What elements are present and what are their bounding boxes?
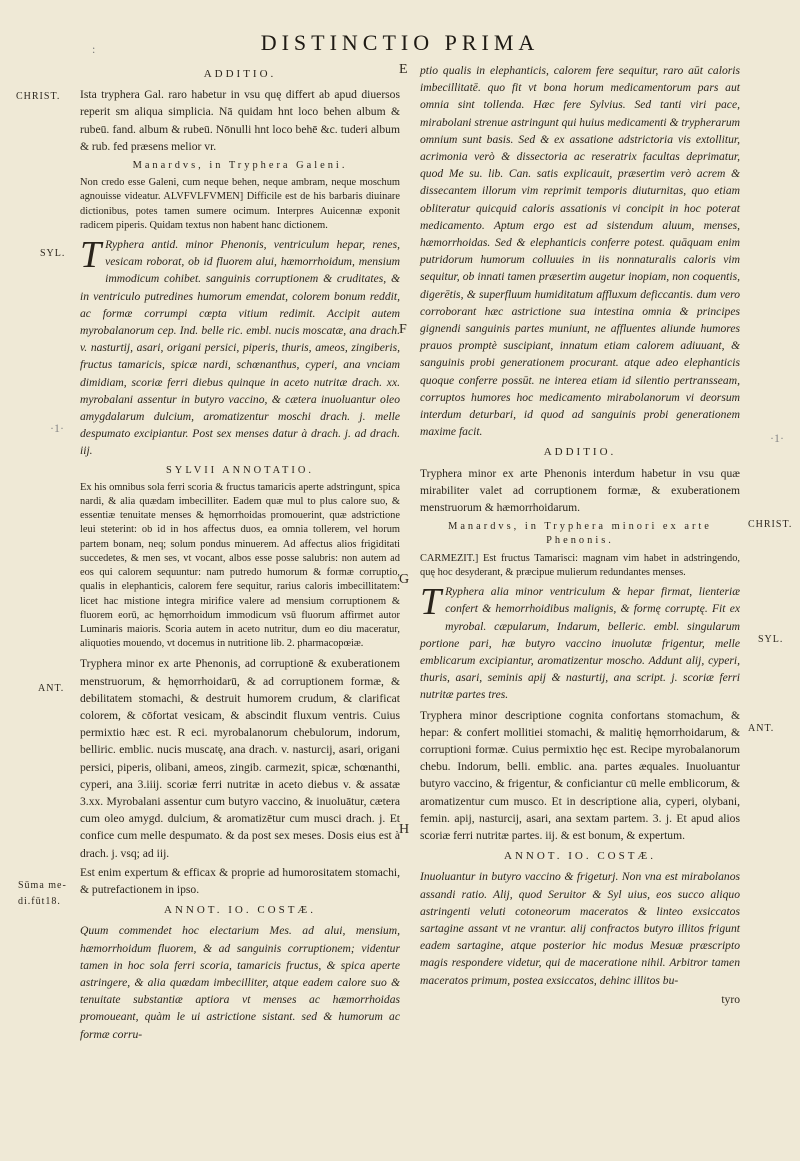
additio-heading-right: ADDITIO.	[543, 446, 617, 459]
tryphera-paragraph	[80, 236, 400, 460]
gutter-letter-g: G	[399, 572, 410, 587]
margin-note-christ: CHRIST.	[16, 91, 61, 102]
page-marker: :	[92, 42, 96, 56]
margin-ornament-left: ·1·	[50, 421, 64, 435]
summa-paragraph: Est enim expertum & efficax & proprie ad humorositatem stomachi, & putrefactionem in ipso.	[80, 865, 400, 896]
costae-heading-right: ANNOT. IO. COSTÆ.	[504, 850, 656, 863]
tryphera-text: Ryphera antid. minor Phenonis, ventriculum hepar, renes, vesicam roborat, ob id fluorem alui, hæmorrhoidum, mensium immodicum cohibet. sanguinis corruptionem & cruditates, & in ventriculo putredines humorum emendat, colorem bonum reddit, ac formæ corrumpi cœpta vitium redimit. Accipit autem myrobalanorum cep. Ind. belle ric. embl. nucis moscatæ, ana drach. v. nasturtij, asari, origani persici, piperis, thuris, ameos, zingiberis, fructus tamaricis, spicæ nardi, schœnanthus, cyperi, ana vnciam dimidiam, scoriæ ferri diebus quinque in aceto nutritæ drach. xx. myrobalani assentur in butyro vaccino, & cætera inuoluantur oleo amygdalarum dulcium, aromatizentur moschi drach. j. melle despumato excipiantur. Post sex menses datur à drach. j. ad drach. iij.	[80, 238, 400, 458]
margin-note-syl-right: SYL.	[758, 634, 784, 645]
costae-heading: ANNOT. IO. COSTÆ.	[164, 904, 316, 917]
drop-initial: T	[80, 234, 102, 277]
ant-paragraph-right: Tryphera minor descriptione cognita confortans stomachum, & hepar: & confert mollitiei stomachi, & malitię hęmorrhoidarum, & corruptioni formæ. Cuius permixtio hęc est. Recipe myrobalanorum chebu. Indorum, belli. emblic. ana. partes æquales. Inuoluantur butyro vaccino, & frigentur, & conficiantur cū melle emblicorum, & aromatizentur cum musco. Et in descriptione alia, cyperi, olybani, femin. apij, nasturcij, asari, ana sextam partem. 3. j. Et apud alios scoriæ ferri nutritæ partes. iij. & est bonum, & expertum.	[420, 708, 740, 842]
running-head: DISTINCTIO PRIMA	[260, 30, 540, 55]
margin-note-summa-1: Sūma me-	[18, 880, 67, 891]
sylvius-paragraph: Ex his omnibus sola ferri scoria & fructus tamaricis aperte adstringunt, spica nardi, & alia quædam imbecilliter. Eadem quæ mul to plus calore suo, & essentiæ tenuitate menses & hęmorrhoidas promouerint, quæ adstrictione leui steterint: ob id in hos affectus duos, ea omnia tollerem, vel horum partem bonam, neq; solum pondus minuerem. Ad affectus alios frigiditati succedetes, & men ses, vt vocant, albos esse posse salubris: non autem ad eos qui calorem sequuntur: nam putredo humorum & formæ corruptio, qualis in elephanticis, calorem fere sequitur, rarius caloris imbecillitatem: licet hac mistione integra mirifice valere ad mensium corruptionem & fluorem eorū, ac hęmorrhoidum immodicum vsū fluorum affirmet autor Luminaris maioris. Scoria autem in aceto nutritur, dum eo diu maceratur, aliquoties mouendo, vt docemus in nutritione lib. 2. pharmacopœiæ.	[80, 481, 400, 650]
margin-note-ant-right: ANT.	[748, 723, 775, 734]
continuation-paragraph: ptio qualis in elephanticis, calorem fere sequitur, raro aūt caloris imbecillitatē. quo fit vt bona horum medicamentorum pars aut omnia sint tollenda. Hæc fere Sylvius. Sed tanti viri pace, mirabolani strenue astringunt qui huius medicamenti & trypherarum omnium sunt basis. Sed & ex assatione adstrictoria vis extollitur, acrimonia verò & dissectoria ac reseratrix facultas deprimatur, quod Me su. lib. Can. satis explicauit, præsertim verò acrem & dissecantem illorum vim reprimit temporis diuturnitas, quo etiam obliteratur quicquid caloris assationis vi concipit in hoc poterat medicamento. Aptum ergo est ad sistendum aluum, menses, hæmorrhoidas. Sed & elephanticis conferre potest. quāquam enim putridorum humorum colluuies in iis nonnaturalis caloris vim sequitur, ob innati tamen præsertim augetur inopiam, non coquentis, digerētis, & superfluum humiditatum affluxum deficcantis. dum vero corroborant hæc astrictione sua intestina omnia & principes gignendi sanguinis partes muniunt, ne affluentes aliunde humores prauos promptè suscipiant, innatum etiam calorem adiuuant, & sanguinis probi generationem procurant. atque adeo elephanticis quoque conferre possūt. ne interea etiam id silentio pertransseam, corruptos humores hoc medicamento mirabolanorum vi deorsum interdum deturbari, id quod ad sanguinis probi generationem maxime facit.	[420, 64, 740, 439]
catchword: tyro	[721, 992, 740, 1006]
ant-paragraph: Tryphera minor ex arte Phenonis, ad corruptionē & exuberationem menstruorum, & hęmorrhoidarū, & ad corruptionem formæ, & debilitatem stomachi, & destruit humorem crudum, & clarificat colorem, & cōfortat vesicam, & abscindit fluxum ventris. Cuius permixtio hæc est. R eci. myrobalanorum chebulorum, indorum, belliric. emblic. nucis muscatę, ana drach. v. nasturcij, asari, origani persici, piperis, olibani, ameos, zingib. carmezit, spicæ, schœnanthi, cyperi, ana 3.iiij. scoriæ ferri nutritæ in aceto diebus v. & assatæ 3.xx. Myrobalani assentur cum butyro vaccino, & inuoluātur, cætera cum oleo amygd. dulcium, & aromatizētur cum musci drach. j. Et confice cum melle despumato. & da post sex meses. Dosis eius est à drach. j. vsq; ad iij.	[80, 657, 400, 860]
manardus-paragraph: Non credo esse Galeni, cum neque behen, neque ambram, neque moschum agnouisse videatur. ALVFVLFVMEN] Difficile est de his barbaris diuinare dictionibus, potes tamen sumere ocimum. Interpres Auicennæ exponit radicem piperis. Quidam textus non habent hanc dictionem.	[80, 177, 400, 231]
sylvius-heading: SYLVII ANNOTATIO.	[166, 464, 314, 476]
costae-paragraph: Quum commendet hoc electarium Mes. ad alui, mensium, hæmorrhoidum fluorem, & ad sanguinis corruptionem; videntur tamen in hoc sola ferri scoria, tamaricis fructus, & spica aperte astringere, & alia quædam imbecilliter, atque eadem calore suo & tenuitate substantiæ aptiora vt menses ac hæmorrhoidas promoueant, quàm le ui astrictione sistant. sed & humorum ac formæ corru-	[80, 924, 400, 1041]
gutter-letter-h: H	[399, 822, 410, 837]
additio-heading: ADDITIO.	[203, 68, 277, 80]
margin-note-syl: SYL.	[40, 248, 66, 259]
manardus-paragraph-right: CARMEZIT.] Est fructus Tamarisci: magnam vim habet in adstringendo, quę hoc desyderant, & præcipue mulierum redundantes menses.	[420, 552, 740, 578]
drop-initial-right: T	[420, 581, 442, 624]
margin-note-ant: ANT.	[38, 683, 65, 694]
margin-ornament-right: ·1·	[770, 431, 784, 445]
manardus-heading: Manardvs, in Tryphera Galeni.	[132, 160, 348, 172]
margin-note-christ-right: CHRIST.	[748, 519, 793, 530]
gutter-letter-e: E	[399, 62, 408, 77]
right-column	[420, 62, 740, 1008]
left-column	[80, 62, 400, 1045]
additio-paragraph: Ista tryphera Gal. raro habetur in vsu quę differt ab apud diuersos reperit sm aliqua simplicia. Nā quidam hnt loco behen album & rubeū. fand. album & rubeū. Nōnulli hnt loco behē &c. tuderi album & rub. fed præsens melior vr.	[80, 88, 400, 153]
tryphera-text-right: Ryphera alia minor ventriculum & hepar firmat, lienteriæ confert & hemorrhoidibus malignis, & formę corruptę. Fit ex myrobal. cæpularum, Indarum, belleric. embl. singularum portione pari, hæ butyro vaccino inuolutæ frigentur, melle emblicarum excipiantur, aromatizentur moscho. Addunt alij, cyperi, thuris, asari, seminis apij & nasturtij, ana script. j. scoriæ ferri nutritæ partes tres.	[420, 585, 740, 702]
additio-paragraph-right: Tryphera minor ex arte Phenonis interdum habetur in vsu quæ mirabiliter valet ad corruptionem formæ, & exuberationem menstruorum & hæmorrhoidarum.	[420, 466, 740, 515]
margin-note-summa-2: di.fūt18.	[18, 896, 61, 907]
costae-paragraph-right: Inuoluantur in butyro vaccino & frigeturj. Non vna est mirabolanos assandi ratio. Alij, quod Seruitor & Syl uius, eos succo aliquo astringenti veluti cotoneorum maceratos & linteo exsiccatos sartagine assant vt ne vrantur. alij confractos butyro illitos frigunt eadem sartagine, atque posterior hic modus Mesuæ præscripto magis respondere videtur, qui de maceratione nihil. Arbitror tamen maceratos primum, postea exsiccatos, dehinc illitos bu-	[420, 870, 740, 987]
tryphera-paragraph-right	[420, 583, 740, 703]
gutter-letter-f: F	[399, 322, 407, 337]
manardus-heading-right: Manardvs, in Tryphera minori ex arte Phenonis.	[448, 521, 712, 547]
